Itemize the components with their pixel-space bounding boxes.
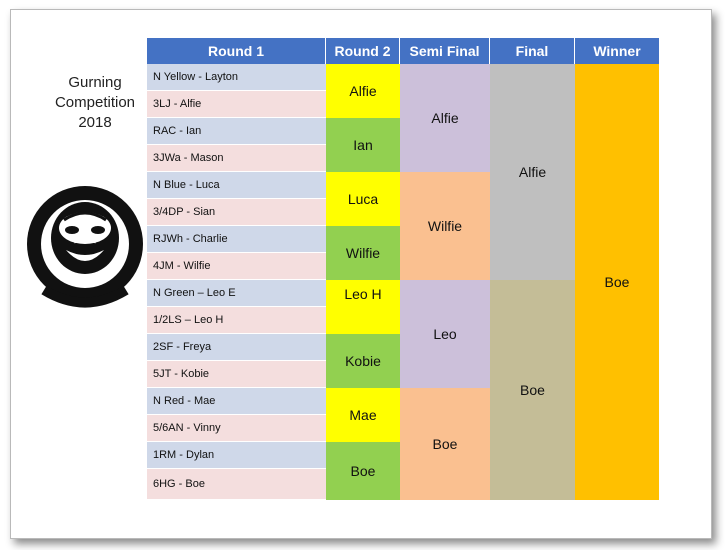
round1-entry: 1/2LS – Leo H (147, 307, 326, 334)
round2-winner: Kobie (326, 334, 400, 388)
semi-final-winner: Wilfie (400, 172, 490, 280)
round2-winner: Leo H (326, 280, 400, 334)
final-winner: Alfie (490, 64, 575, 280)
header-round-2: Round 2 (326, 38, 400, 64)
round1-entry: RJWh - Charlie (147, 226, 326, 253)
title-line: Competition (54, 94, 136, 111)
champion: Boe (575, 64, 659, 500)
round2-winner: Luca (326, 172, 400, 226)
round2-winner: Ian (326, 118, 400, 172)
round1-entry: N Blue - Luca (147, 172, 326, 199)
round1-entry: N Red - Mae (147, 388, 326, 415)
round1-entry: 3LJ - Alfie (147, 91, 326, 118)
round1-entry: 5JT - Kobie (147, 361, 326, 388)
semi-final-winner: Leo (400, 280, 490, 388)
round2-winner: Mae (326, 388, 400, 442)
round1-entry: 5/6AN - Vinny (147, 415, 326, 442)
round1-entry: 3JWa - Mason (147, 145, 326, 172)
header-semi-final: Semi Final (400, 38, 490, 64)
round1-entry: RAC - Ian (147, 118, 326, 145)
title-line: Gurning (68, 74, 122, 91)
semi-final-winner: Boe (400, 388, 490, 500)
header-round-1: Round 1 (147, 38, 326, 64)
round1-entry: N Green – Leo E (147, 280, 326, 307)
tournament-bracket (147, 38, 659, 500)
round1-entry: 3/4DP - Sian (147, 199, 326, 226)
round1-entry: 2SF - Freya (147, 334, 326, 361)
round1-entry: 4JM - Wilfie (147, 253, 326, 280)
school-logo-icon (24, 180, 146, 310)
final-winner: Boe (490, 280, 575, 500)
round2-winner: Wilfie (326, 226, 400, 280)
title-line: 2018 (78, 114, 112, 131)
header-winner: Winner (575, 38, 659, 64)
round2-winner: Boe (326, 442, 400, 500)
round1-entry: 1RM - Dylan (147, 442, 326, 469)
round2-winner: Alfie (326, 64, 400, 118)
round1-entry: N Yellow - Layton (147, 64, 326, 91)
competition-title (40, 73, 150, 133)
semi-final-winner: Alfie (400, 64, 490, 172)
header-final: Final (490, 38, 575, 64)
round1-entry: 6HG - Boe (147, 469, 326, 500)
